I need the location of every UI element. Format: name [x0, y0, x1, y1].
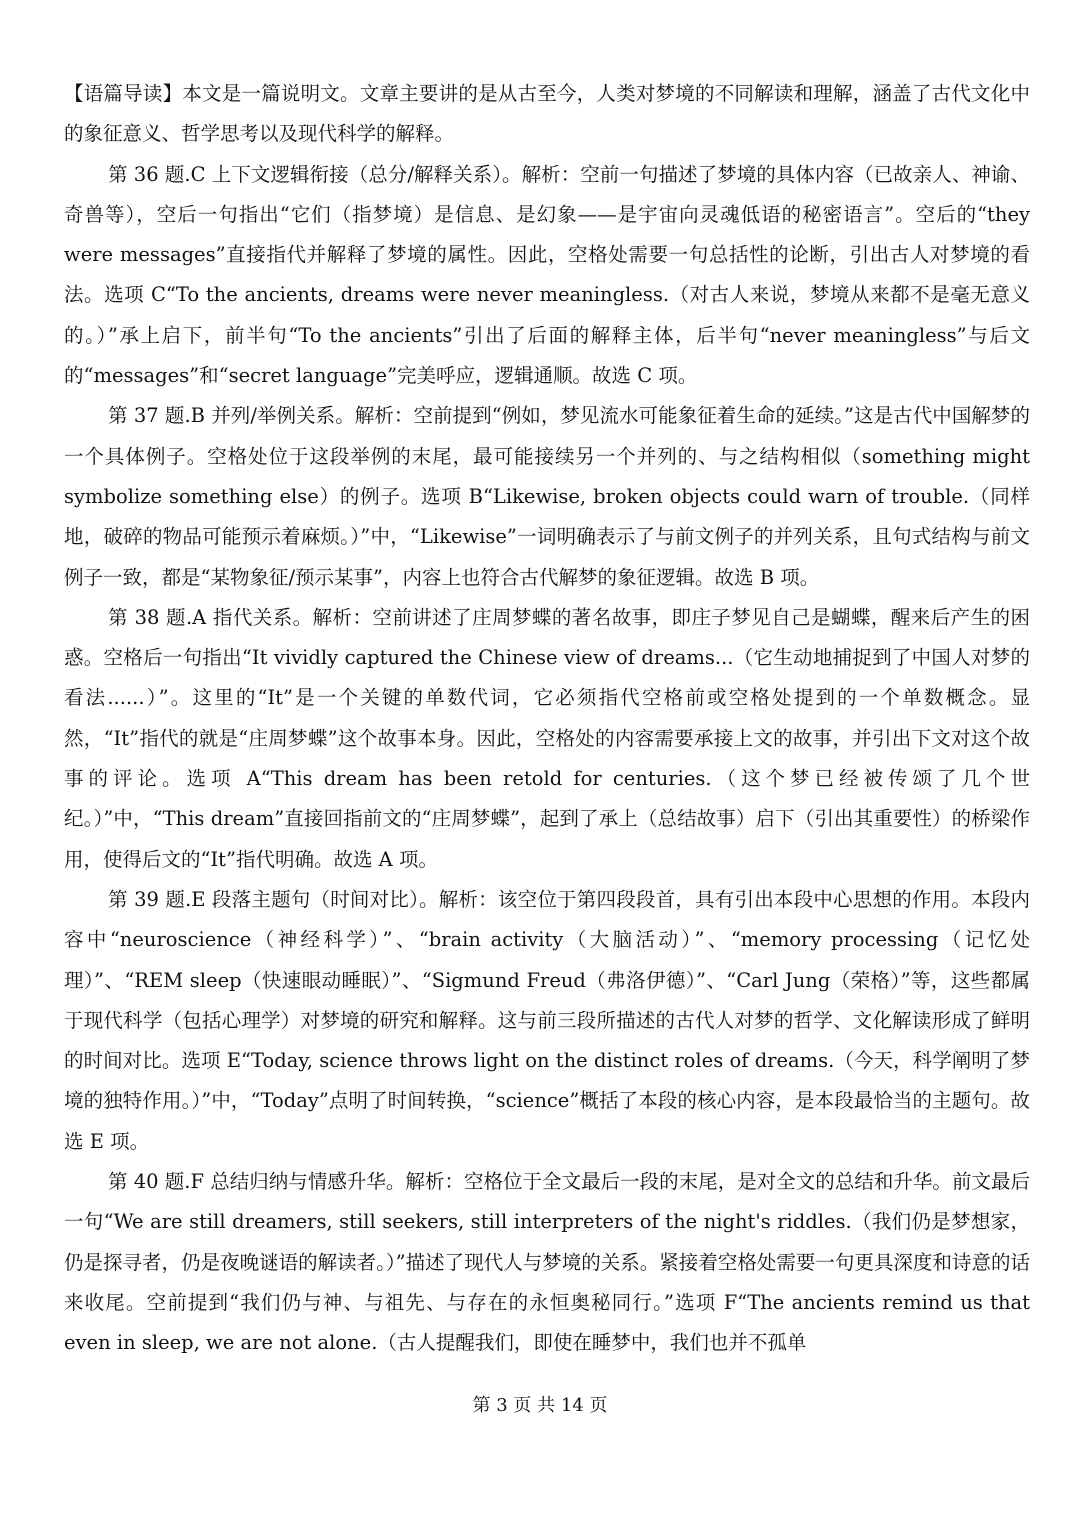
question-37-explanation: 第 37 题.B 并列/举例关系。解析：空前提到“例如，梦见流水可能象征着生命的延续。”这是古代中国解梦的一个具体例子。空格处位于这段举例的末尾，最可能接续另一个并列的、与之结构相似（something might symbolize something else）的例子。选项 B“Likewise, broken objects could warn of trouble.（同样地，破碎的物品可能预示着麻烦。）”中，“Likewise”一词明确表示了与前文例子的并列关系，且句式结构与前文例子一致，都是“某物象征/预示某事”，内容上也符合古代解梦的象征逻辑。故选 B 项。	[64, 404, 1030, 589]
question-39-explanation: 第 39 题.E 段落主题句（时间对比）。解析：该空位于第四段段首，具有引出本段中心思想的作用。本段内容中“neuroscience（神经科学）”、“brain activity（大脑活动）”、“memory processing（记忆处理）”、“REM sleep（快速眼动睡眠）”、“Sigmund Freud（弗洛伊德）”、“Carl Jung（荣格）”等，这些都属于现代科学（包括心理学）对梦境的研究和解释。这与前三段所描述的古代人对梦的哲学、文化解读形成了鲜明的时间对比。选项 E“Today, science throws light on the distinct roles of dreams.（今天，科学阐明了梦境的独特作用。）”中，“Today”点明了时间转换，“science”概括了本段的核心内容，是本段最恰当的主题句。故选 E 项。	[64, 887, 1030, 1153]
document-body	[64, 74, 1030, 1364]
page-number-footer: 第 3 页 共 14 页	[472, 1395, 608, 1416]
question-36-explanation: 第 36 题.C 上下文逻辑衔接（总分/解释关系）。解析：空前一句描述了梦境的具体内容（已故亲人、神谕、奇兽等），空后一句指出“它们（指梦境）是信息、是幻象——是宇宙向灵魂低语的秘密语言”。空后的“they were messages”直接指代并解释了梦境的属性。因此，空格处需要一句总括性的论断，引出古人对梦境的看法。选项 C“To the ancients, dreams were never meaningless.（对古人来说，梦境从来都不是毫无意义的。）”承上启下，前半句“To the ancients”引出了后面的解释主体，后半句“never meaningless”与后文的“messages”和“secret language”完美呼应，逻辑通顺。故选 C 项。	[64, 162, 1030, 388]
question-40-explanation: 第 40 题.F 总结归纳与情感升华。解析：空格位于全文最后一段的末尾，是对全文的总结和升华。前文最后一句“We are still dreamers, still seekers, still interpreters of the night's riddles.（我们仍是梦想家，仍是探寻者，仍是夜晚谜语的解读者。）”描述了现代人与梦境的关系。紧接着空格处需要一句更具深度和诗意的话来收尾。空前提到“我们仍与神、与祖先、与存在的永恒奥秘同行。”选项 F“The ancients remind us that even in sleep, we are not alone.（古人提醒我们，即使在睡梦中，我们也并不孤单	[64, 1170, 1030, 1355]
question-38-explanation: 第 38 题.A 指代关系。解析：空前讲述了庄周梦蝶的著名故事，即庄子梦见自己是蝴蝶，醒来后产生的困惑。空格后一句指出“It vividly captured the Chinese view of dreams...（它生动地捕捉到了中国人对梦的看法......）”。这里的“It”是一个关键的单数代词，它必须指代空格前或空格处提到的一个单数概念。显然，“It”指代的就是“庄周梦蝶”这个故事本身。因此，空格处的内容需要承接上文的故事，并引出下文对这个故事的评论。选项 A“This dream has been retold for centuries.（这个梦已经被传颂了几个世纪。）”中，“This dream”直接回指前文的“庄周梦蝶”，起到了承上（总结故事）启下（引出其重要性）的桥梁作用，使得后文的“It”指代明确。故选 A 项。	[64, 605, 1030, 871]
reading-guide-paragraph: 【语篇导读】本文是一篇说明文。文章主要讲的是从古至今，人类对梦境的不同解读和理解，涵盖了古代文化中的象征意义、哲学思考以及现代科学的解释。	[64, 82, 1030, 146]
